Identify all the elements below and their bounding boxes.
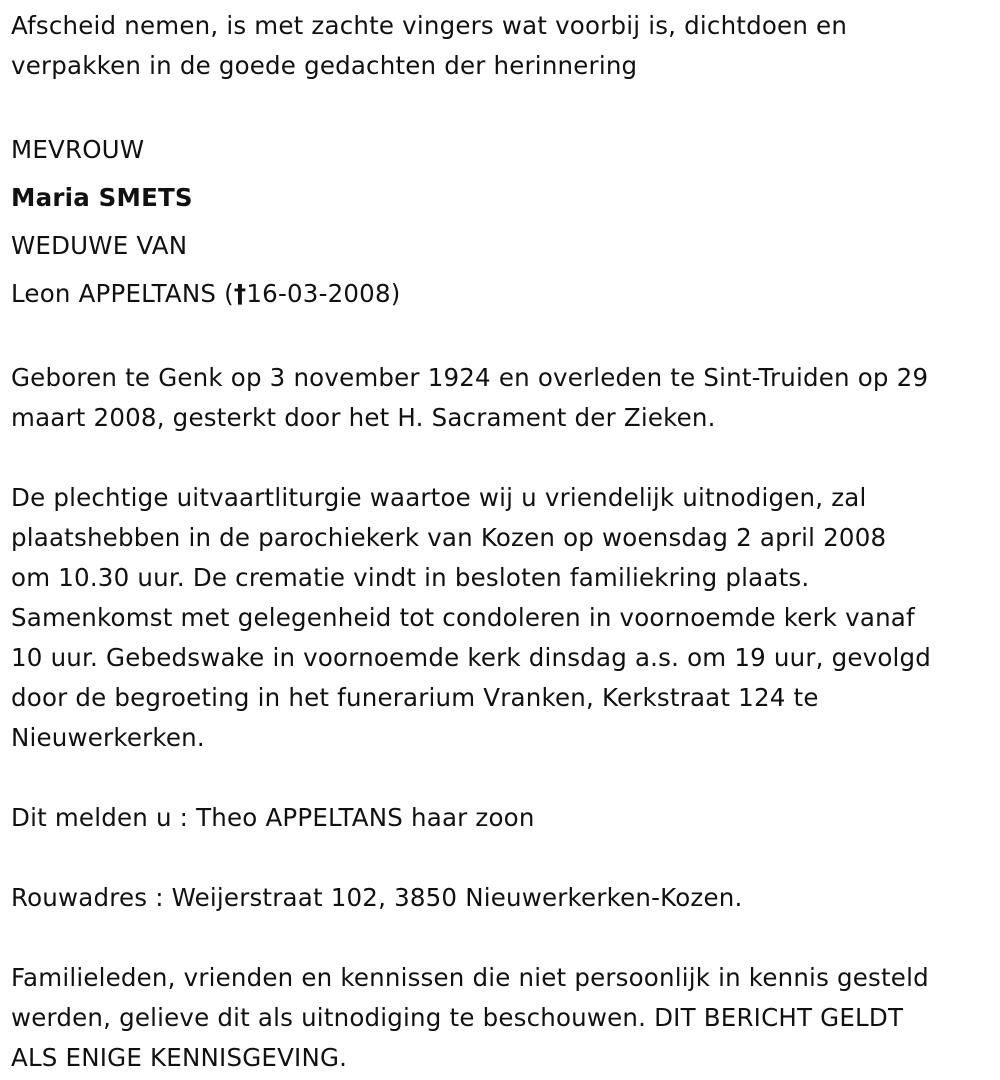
quote-line: verpakken in de goede gedachten der herinnering	[11, 51, 638, 80]
paragraph-line: plaatshebben in de parochiekerk van Kozen op woensdag 2 april 2008	[11, 523, 887, 552]
spouse-line	[11, 270, 1000, 318]
birth-death-paragraph	[11, 358, 1000, 438]
spacer	[11, 918, 1000, 958]
closing-paragraph	[11, 958, 1000, 1078]
spouse-name: Leon APPELTANS (	[11, 279, 234, 308]
paragraph-line: De plechtige uitvaartliturgie waartoe wij u vriendelijk uitnodigen, zal	[11, 483, 867, 512]
deceased-status: WEDUWE VAN	[11, 231, 188, 260]
spacer	[11, 758, 1000, 798]
paragraph-line: Samenkomst met gelegenheid tot condoleren in voornoemde kerk vanaf	[11, 603, 915, 632]
paragraph-line: werden, gelieve dit als uitnodiging te beschouwen. DIT BERICHT GELDT	[11, 1003, 904, 1032]
opening-quote	[11, 6, 1000, 86]
spacer	[11, 438, 1000, 478]
spouse-death-date: 16-03-2008)	[246, 279, 401, 308]
paragraph-line: Nieuwerkerken.	[11, 723, 205, 752]
paragraph-line: door de begroeting in het funerarium Vranken, Kerkstraat 124 te	[11, 683, 819, 712]
spacer	[11, 318, 1000, 358]
paragraph-line: maart 2008, gesterkt door het H. Sacrament der Zieken.	[11, 403, 716, 432]
deceased-name: Maria SMETS	[11, 183, 193, 212]
spacer	[11, 838, 1000, 878]
funeral-paragraph	[11, 478, 1000, 758]
deceased-block	[11, 126, 1000, 318]
spacer	[11, 86, 1000, 126]
paragraph-line: ALS ENIGE KENNISGEVING.	[11, 1043, 348, 1072]
paragraph-line: 10 uur. Gebedswake in voornoemde kerk dinsdag a.s. om 19 uur, gevolgd	[11, 643, 932, 672]
cross-icon: †	[233, 279, 247, 308]
quote-line: Afscheid nemen, is met zachte vingers wat voorbij is, dichtdoen en	[11, 11, 848, 40]
paragraph-line: om 10.30 uur. De crematie vindt in besloten familiekring plaats.	[11, 563, 810, 592]
deceased-title: MEVROUW	[11, 135, 145, 164]
paragraph-line: Familieleden, vrienden en kennissen die niet persoonlijk in kennis gesteld	[11, 963, 929, 992]
announced-by: Dit melden u : Theo APPELTANS haar zoon	[11, 803, 535, 832]
paragraph-line: Geboren te Genk op 3 november 1924 en overleden te Sint-Truiden op 29	[11, 363, 929, 392]
mourning-address: Rouwadres : Weijerstraat 102, 3850 Nieuwerkerken-Kozen.	[11, 883, 743, 912]
